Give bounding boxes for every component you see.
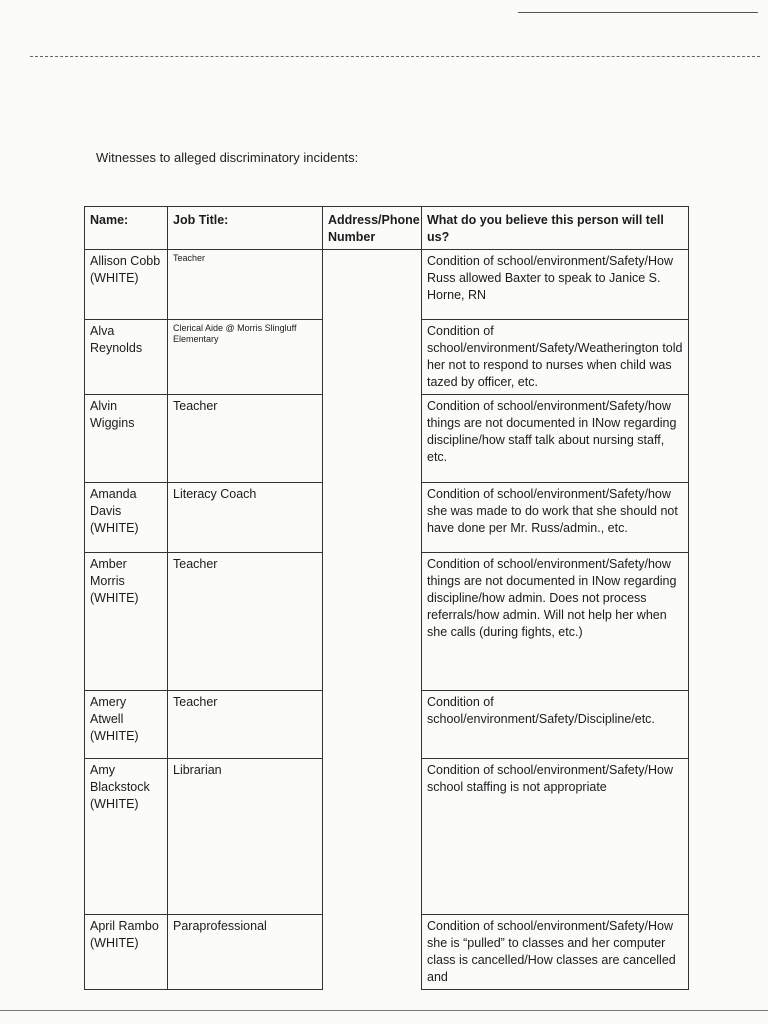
witness-table [84, 206, 689, 990]
table-header-row [85, 207, 689, 250]
table-row [85, 915, 689, 990]
header-address-phone: Address/Phone Number [323, 207, 422, 250]
cell-testimony: Condition of school/environment/Safety/Weatherington told her not to respond to nurses when child was tazed by officer, etc. [422, 320, 689, 395]
cell-job-title: Librarian [168, 759, 323, 915]
header-testimony: What do you believe this person will tell us? [422, 207, 689, 250]
table-row [85, 691, 689, 759]
cell-name: Alva Reynolds [85, 320, 168, 395]
cell-name: Allison Cobb (WHITE) [85, 250, 168, 320]
table-row [85, 395, 689, 483]
table-row [85, 483, 689, 553]
cell-address-phone [323, 553, 422, 691]
cell-job-title: Teacher [168, 395, 323, 483]
scan-line-bottom [0, 1010, 768, 1011]
cell-testimony: Condition of school/environment/Safety/Discipline/etc. [422, 691, 689, 759]
cell-name: Amber Morris (WHITE) [85, 553, 168, 691]
cell-testimony: Condition of school/environment/Safety/How school staffing is not appropriate [422, 759, 689, 915]
cell-address-phone [323, 250, 422, 320]
cell-address-phone [323, 483, 422, 553]
table-row [85, 250, 689, 320]
cell-job-title: Teacher [168, 250, 323, 320]
header-name: Name: [85, 207, 168, 250]
cell-testimony: Condition of school/environment/Safety/how things are not documented in INow regarding discipline/how staff talk about nursing staff, etc. [422, 395, 689, 483]
cell-job-title: Teacher [168, 553, 323, 691]
scan-line-top [518, 12, 758, 13]
cell-address-phone [323, 395, 422, 483]
cell-address-phone [323, 759, 422, 915]
cell-testimony: Condition of school/environment/Safety/how she was made to do work that she should not have done per Mr. Russ/admin., etc. [422, 483, 689, 553]
cell-job-title: Literacy Coach [168, 483, 323, 553]
cell-testimony: Condition of school/environment/Safety/How Russ allowed Baxter to speak to Janice S. Horne, RN [422, 250, 689, 320]
cell-job-title: Teacher [168, 691, 323, 759]
document-title: Witnesses to alleged discriminatory incidents: [96, 150, 359, 165]
table-row [85, 759, 689, 915]
cell-name: Amy Blackstock (WHITE) [85, 759, 168, 915]
cell-name: Amanda Davis (WHITE) [85, 483, 168, 553]
cell-job-title: Clerical Aide @ Morris Slingluff Elementary [168, 320, 323, 395]
cell-address-phone [323, 320, 422, 395]
cell-testimony: Condition of school/environment/Safety/How she is “pulled” to classes and her computer class is cancelled/How classes are cancelled and [422, 915, 689, 990]
cell-name: Amery Atwell (WHITE) [85, 691, 168, 759]
cell-address-phone [323, 915, 422, 990]
cell-testimony: Condition of school/environment/Safety/how things are not documented in INow regarding discipline/how admin. Does not process referrals/how admin. Will not help her when she calls (during fights, etc.) [422, 553, 689, 691]
cell-job-title: Paraprofessional [168, 915, 323, 990]
header-job-title: Job Title: [168, 207, 323, 250]
table-row [85, 320, 689, 395]
table-row [85, 553, 689, 691]
cell-address-phone [323, 691, 422, 759]
cell-name: Alvin Wiggins [85, 395, 168, 483]
scan-line-upper [30, 56, 760, 57]
cell-name: April Rambo (WHITE) [85, 915, 168, 990]
